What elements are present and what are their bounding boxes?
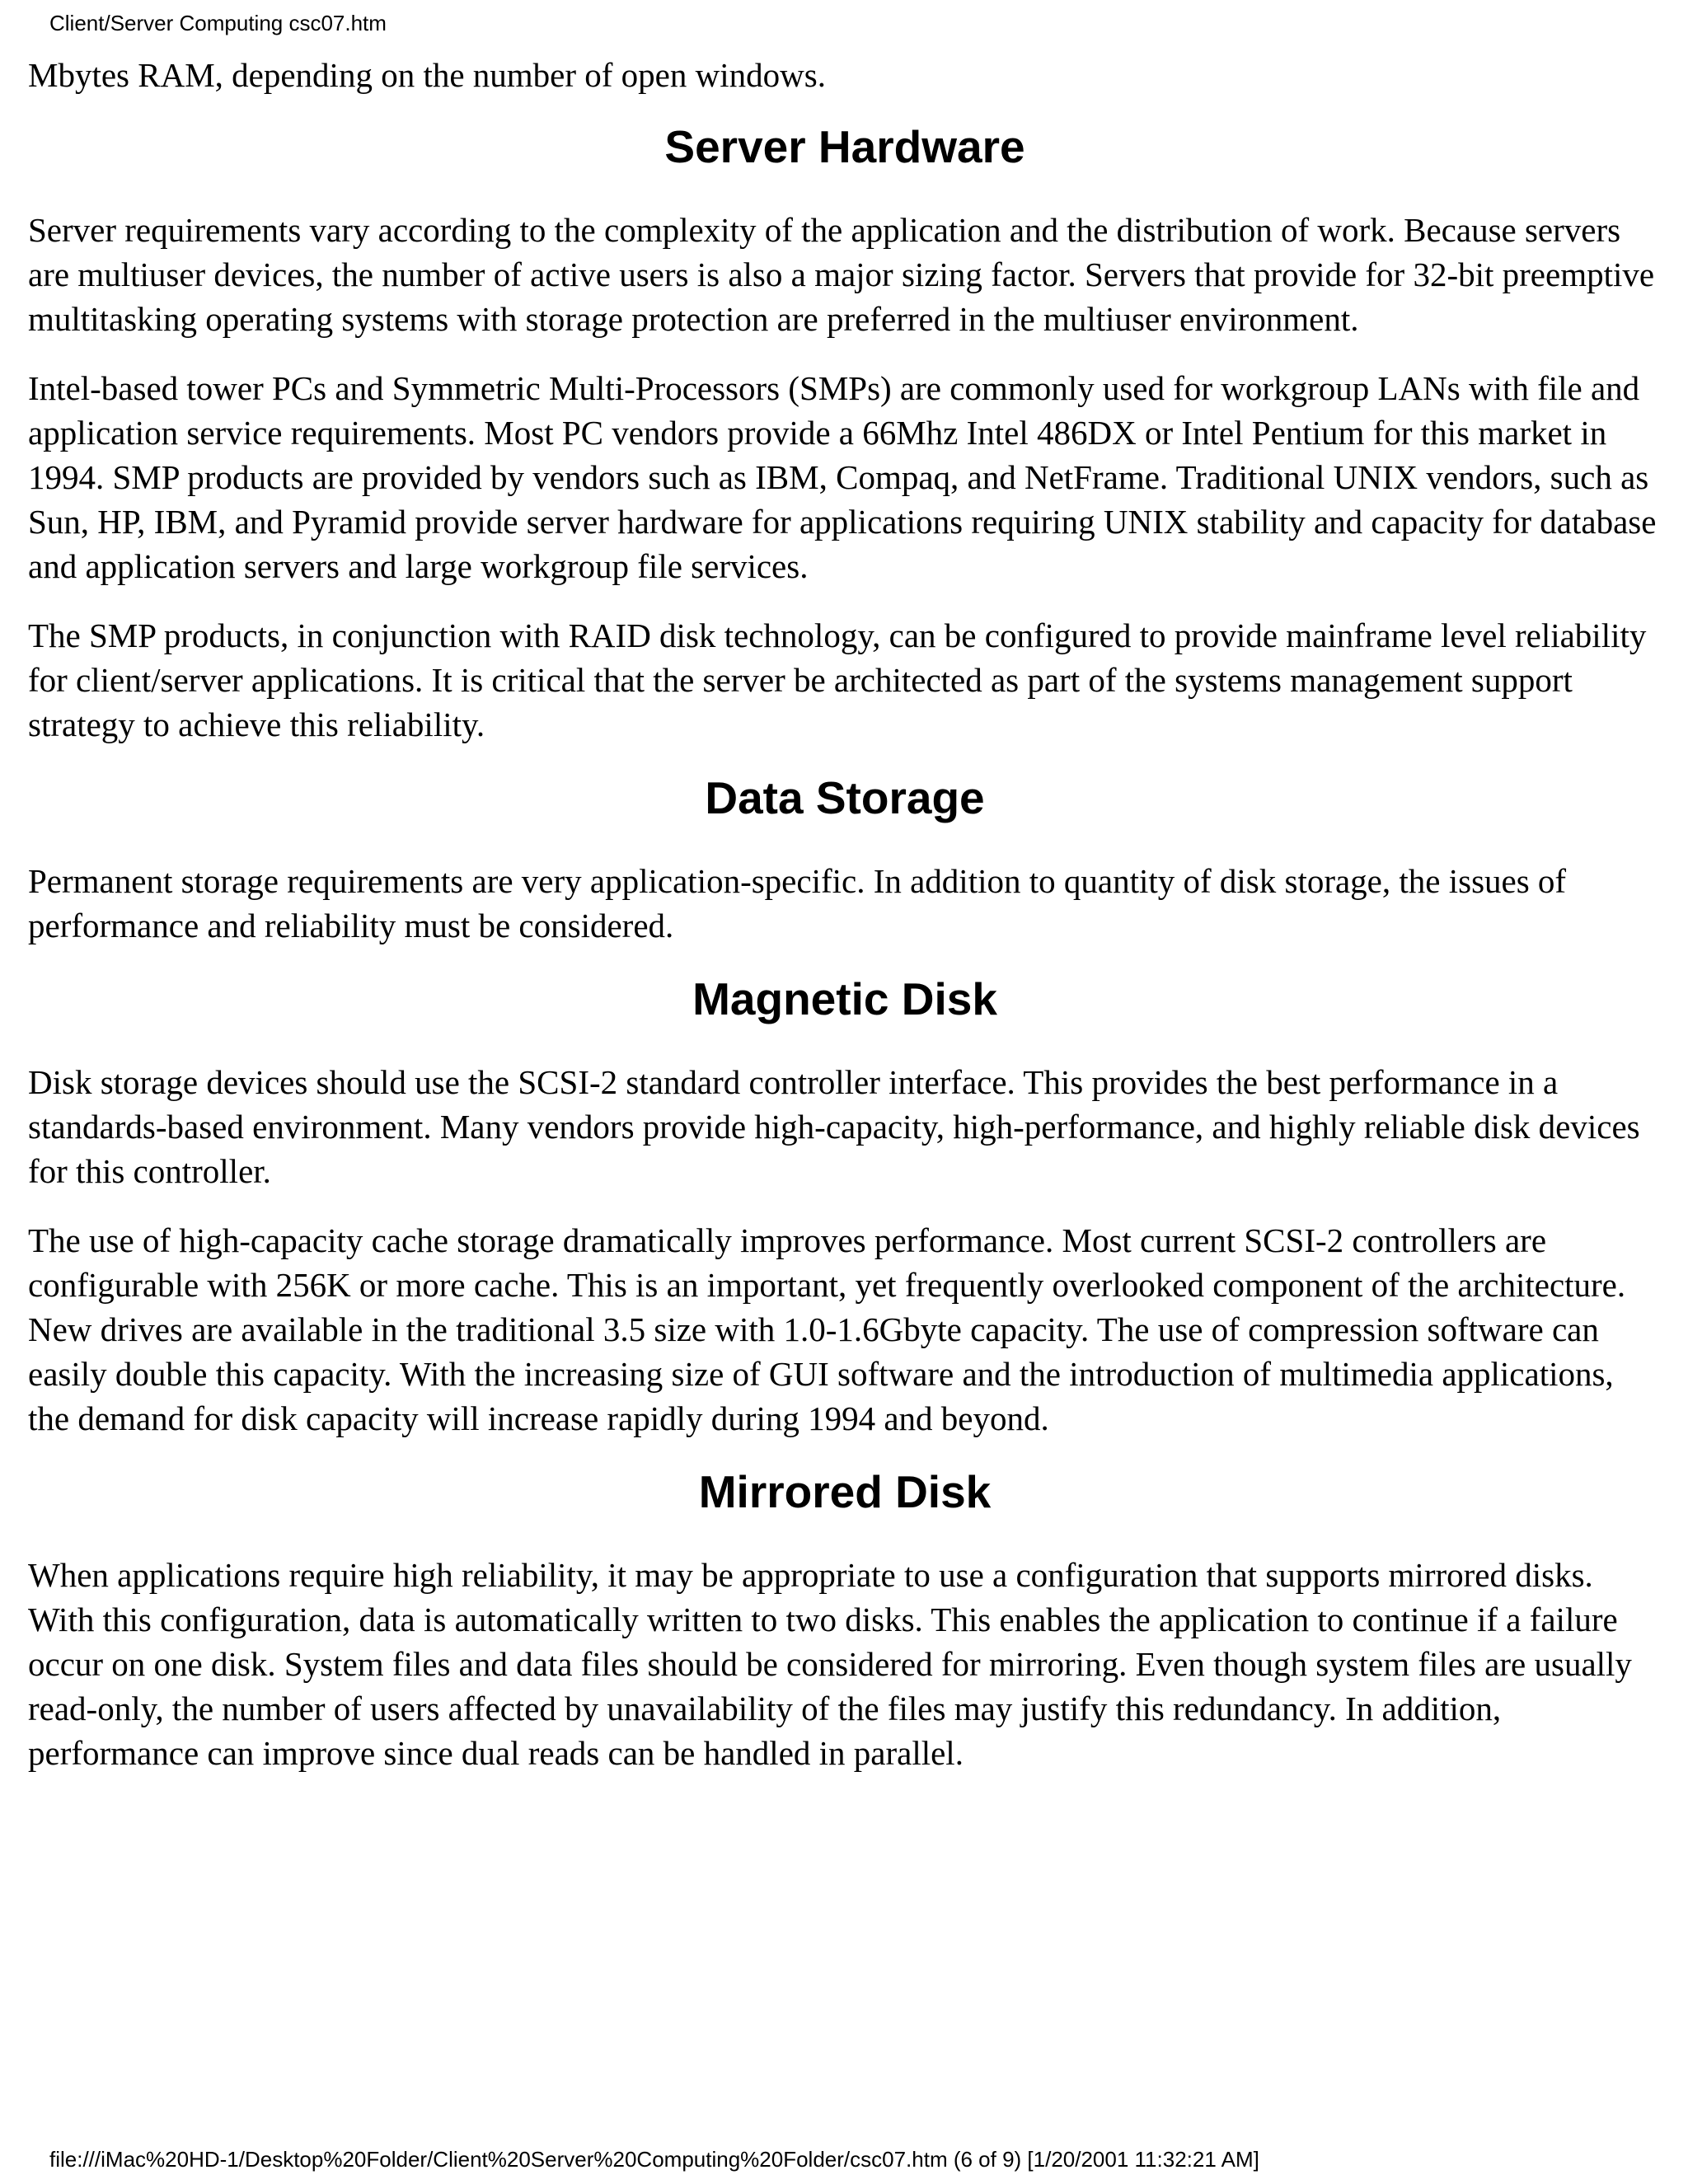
paragraph: Disk storage devices should use the SCSI-2 standard controller interface. This provides the best performance in a standards-based environment. Many vendors provide high-capacity, high-performance, and highly reliable disk devices for this controller.: [28, 1063, 1640, 1190]
file-path-footer: file:///iMac%20HD-1/Desktop%20Folder/Client%20Server%20Computing%20Folder/csc07.htm (6 of 9) [1/20/2001 11:32:21 AM]: [49, 2147, 1259, 2172]
section-heading-server-hardware: Server Hardware: [664, 121, 1025, 172]
intro-fragment: Mbytes RAM, depending on the number of open windows.: [28, 56, 826, 94]
section-heading-magnetic-disk: Magnetic Disk: [692, 973, 997, 1024]
section-heading-mirrored-disk: Mirrored Disk: [698, 1466, 992, 1517]
document-body: [28, 53, 1662, 1800]
paragraph: The SMP products, in conjunction with RAID disk technology, can be configured to provide mainframe level reliability for client/server applications. It is critical that the server be architected as part of the systems management support strategy to achieve this reliability.: [28, 616, 1647, 743]
paragraph: Intel-based tower PCs and Symmetric Multi-Processors (SMPs) are commonly used for workgroup LANs with file and application service requirements. Most PC vendors provide a 66Mhz Intel 486DX or Intel Pentium for this market in 1994. SMP products are provided by vendors such as IBM, Compaq, and NetFrame. Traditional UNIX vendors, such as Sun, HP, IBM, and Pyramid provide server hardware for applications requiring UNIX stability and capacity for database and application servers and large workgroup file services.: [28, 369, 1657, 585]
paragraph: Server requirements vary according to the complexity of the application and the distribution of work. Because servers are multiuser devices, the number of active users is also a major sizing factor. Servers that provide for 32-bit preemptive multitasking operating systems with storage protection are preferred in the multiuser environment.: [28, 211, 1655, 338]
section-heading-data-storage: Data Storage: [705, 772, 985, 823]
running-header: Client/Server Computing csc07.htm: [49, 11, 387, 35]
paragraph: When applications require high reliability, it may be appropriate to use a configuration that supports mirrored disks. With this configuration, data is automatically written to two disks. This enables the application to continue if a failure occur on one disk. System files and data files should be considered for mirroring. Even though system files are usually read-only, the number of users affected by unavailability of the files may justify this redundancy. In addition, performance can improve since dual reads can be handled in parallel.: [28, 1556, 1632, 1772]
paragraph: The use of high-capacity cache storage dramatically improves performance. Most current SCSI-2 controllers are configurable with 256K or more cache. This is an important, yet frequently overlooked component of the architecture. New drives are available in the traditional 3.5 size with 1.0-1.6Gbyte capacity. The use of compression software can easily double this capacity. With the increasing size of GUI software and the introduction of multimedia applications, the demand for disk capacity will increase rapidly during 1994 and beyond.: [28, 1221, 1626, 1437]
paragraph: Permanent storage requirements are very application-specific. In addition to quantity of disk storage, the issues of performance and reliability must be considered.: [28, 862, 1567, 944]
